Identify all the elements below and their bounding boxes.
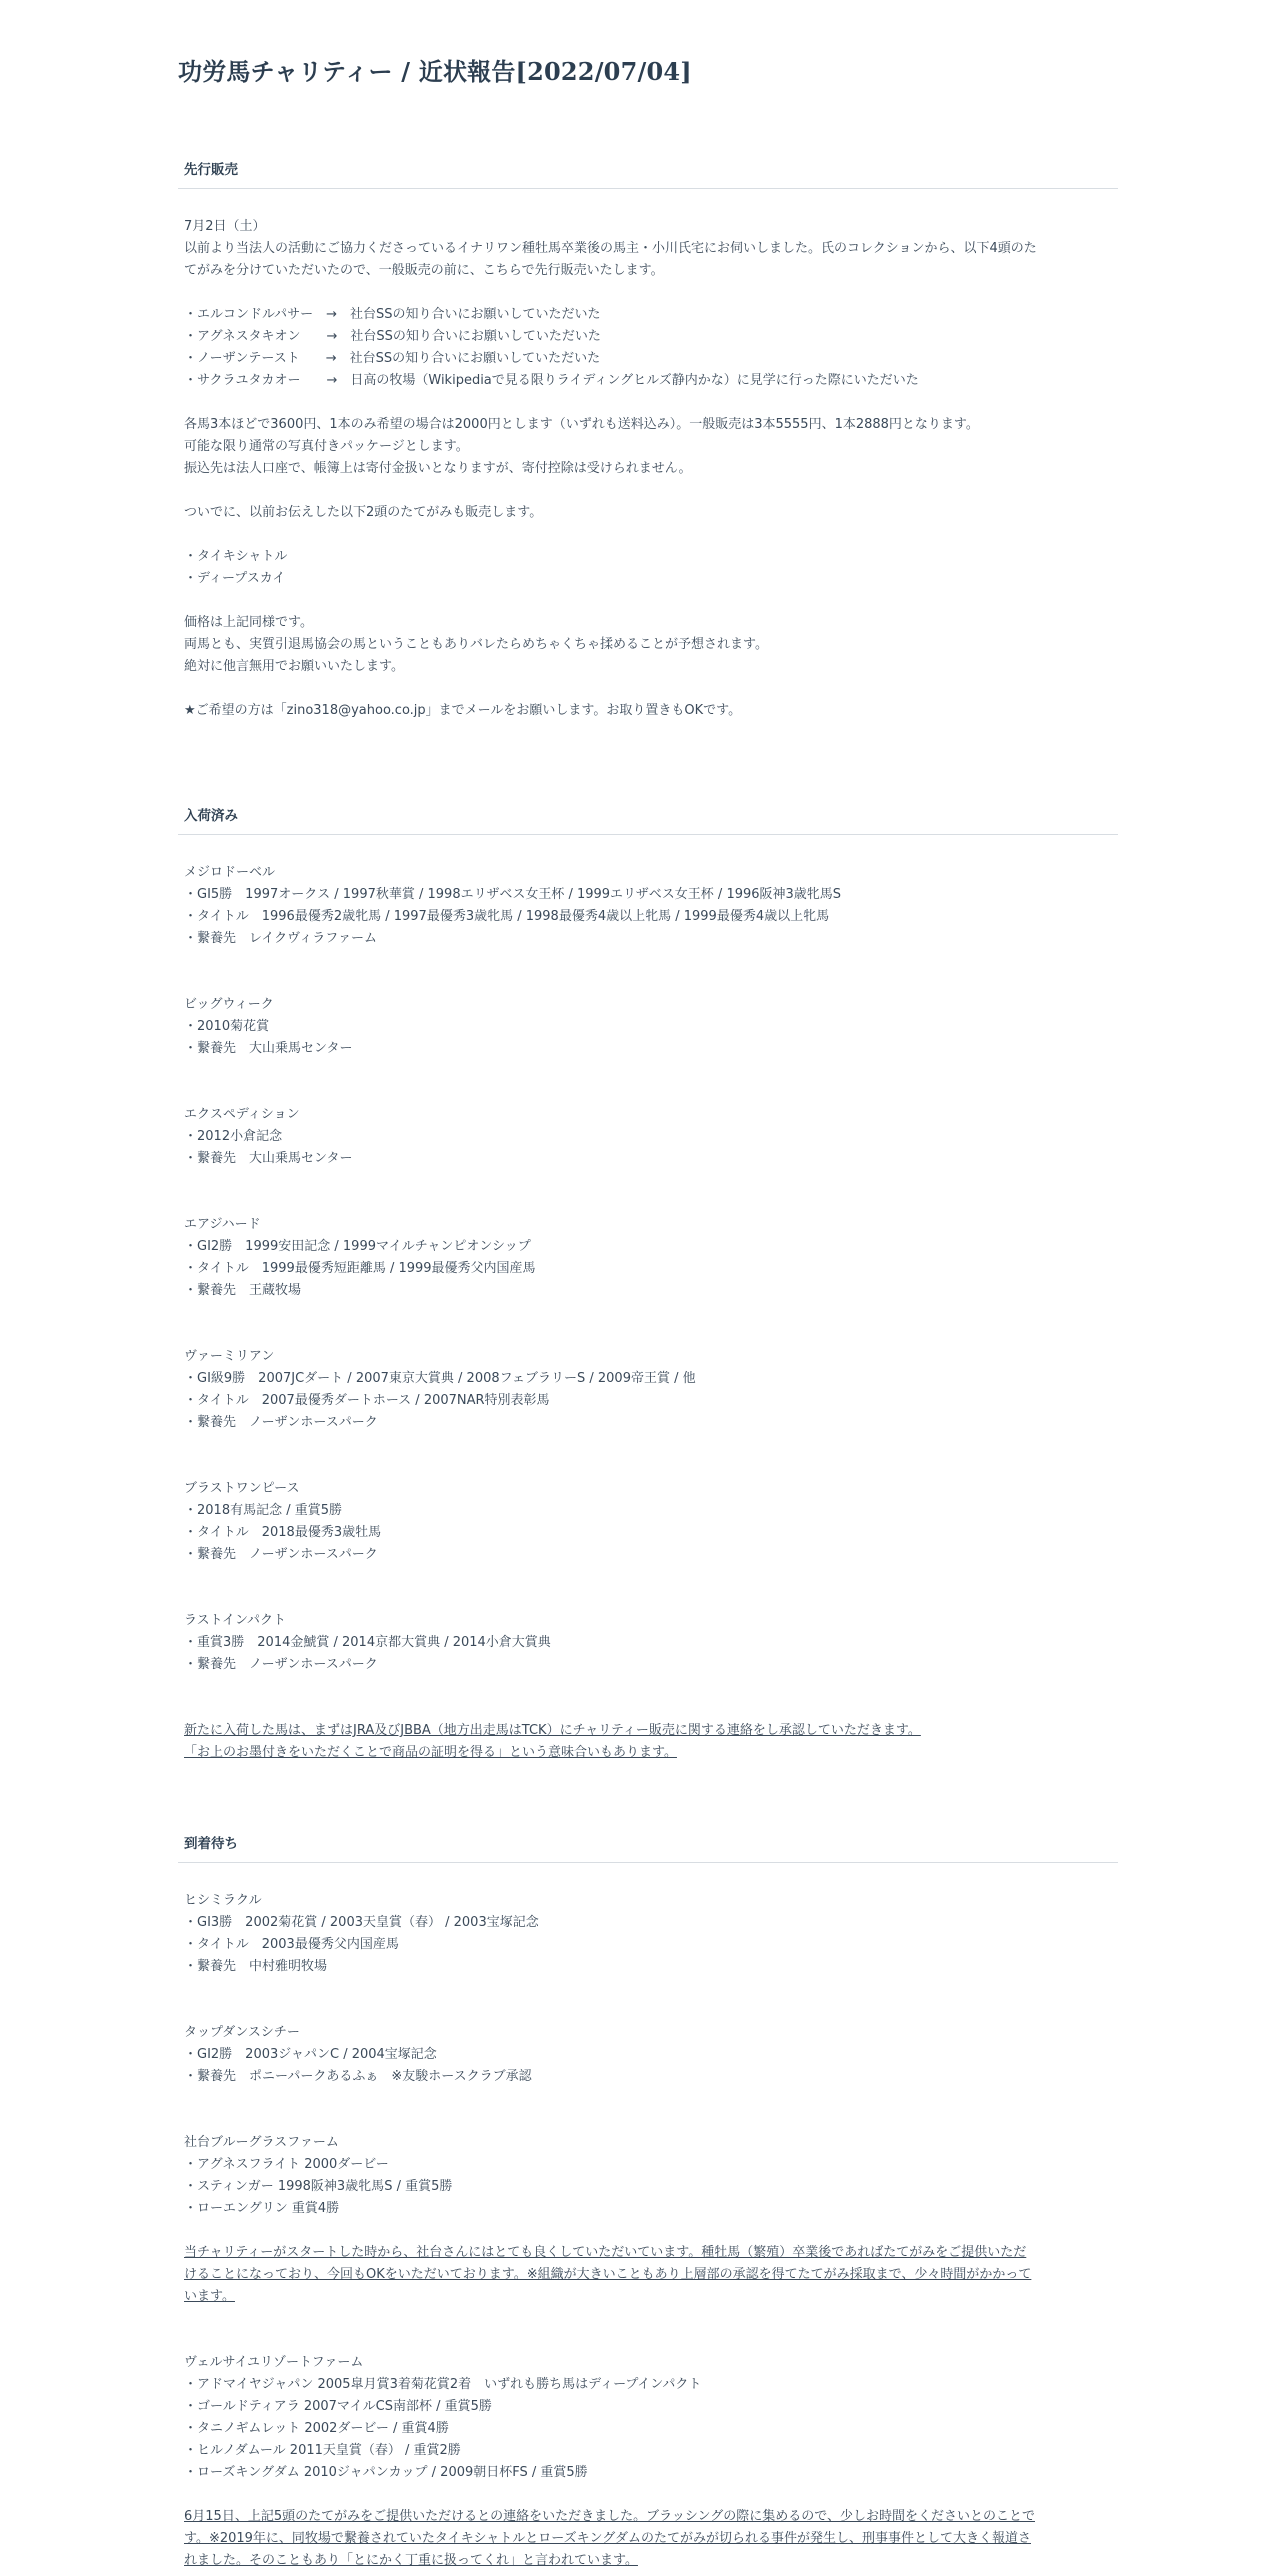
horse-entry <box>184 1104 1112 1170</box>
horse-detail: ・タイトル 1999最優秀短距離馬 / 1999最優秀父内国産馬 <box>184 1261 536 1276</box>
farm-entry <box>184 2352 1112 2484</box>
farm-horse-item: ・ローズキングダム 2010ジャパンカップ / 2009朝日杯FS / 重賞5勝 <box>184 2465 588 2480</box>
presale-date: 7月2日（土） <box>184 219 266 234</box>
horse-detail: ・繋養先 ノーザンホースパーク <box>184 1657 378 1672</box>
horse-detail: ・2010菊花賞 <box>184 1019 270 1034</box>
horse-detail: ・繋養先 大山乗馬センター <box>184 1041 353 1056</box>
horse-detail: ・GI5勝 1997オークス / 1997秋華賞 / 1998エリザベス女王杯 / 1999エリザベス女王杯 / 1996阪神3歳牝馬S <box>184 887 842 902</box>
presale-horse-item: ・サクラユタカオー → 日高の牧場（Wikipediaで見る限りライディングヒルズ静内かな）に見学に行った際にいただいた <box>184 373 919 388</box>
horse-detail: ・繋養先 レイクヴィラファーム <box>184 931 378 946</box>
presale-intro-line: てがみを分けていただいたので、一般販売の前に、こちらで先行販売いたします。 <box>184 263 664 278</box>
farm-horse-item: ・ヒルノダムール 2011天皇賞（春） / 重賞2勝 <box>184 2443 461 2458</box>
horse-entry <box>184 1214 1112 1302</box>
section-presale <box>178 158 1118 722</box>
horse-name: メジロドーベル <box>184 865 276 880</box>
horse-detail: ・タイトル 1996最優秀2歳牝馬 / 1997最優秀3歳牝馬 / 1998最優秀4歳以上牝馬 / 1999最優秀4歳以上牝馬 <box>184 909 830 924</box>
horse-name: ビッグウィーク <box>184 997 274 1012</box>
horse-name: タップダンスシチー <box>184 2025 300 2040</box>
presale-additional-intro: ついでに、以前お伝えした以下2頭のたてがみも販売します。 <box>184 505 543 520</box>
farm-entry <box>184 2132 1112 2220</box>
presale-body <box>178 189 1118 722</box>
farm-note <box>184 2506 1112 2572</box>
horse-detail: ・繋養先 ノーザンホースパーク <box>184 1415 378 1430</box>
horse-entry <box>184 994 1112 1060</box>
horse-name: ヒシミラクル <box>184 1893 262 1908</box>
horse-detail: ・タイトル 2018最優秀3歳牡馬 <box>184 1525 382 1540</box>
horse-entry <box>184 862 1112 950</box>
presale-horse-item: ・ノーザンテースト → 社台SSの知り合いにお願いしていただいた <box>184 351 601 366</box>
farm-horse-item: ・ローエングリン 重賞4勝 <box>184 2201 340 2216</box>
farm-name: ヴェルサイユリゾートファーム <box>184 2355 364 2370</box>
horse-name: ブラストワンピース <box>184 1481 300 1496</box>
farm-horse-item: ・ゴールドティアラ 2007マイルCS南部杯 / 重賞5勝 <box>184 2399 492 2414</box>
presale-intro-line: 以前より当法人の活動にご協力くださっているイナリワン種牡馬卒業後の馬主・小川氏宅にお伺いしました。氏のコレクションから、以下4頭のた <box>184 241 1037 256</box>
horse-detail: ・GI2勝 1999安田記念 / 1999マイルチャンピオンシップ <box>184 1239 531 1254</box>
section-heading-waiting: 到着待ち <box>178 1832 1118 1863</box>
horse-detail: ・2018有馬記念 / 重賞5勝 <box>184 1503 342 1518</box>
waiting-body <box>178 1863 1118 2572</box>
horse-detail: ・タイトル 2003最優秀父内国産馬 <box>184 1937 399 1952</box>
presale-note-line: 両馬とも、実質引退馬協会の馬ということもありバレたらめちゃくちゃ揉めることが予想されます。 <box>184 637 768 652</box>
presale-additional-item: ・タイキシャトル <box>184 549 288 564</box>
horse-entry <box>184 2022 1112 2088</box>
horse-entry <box>184 1610 1112 1676</box>
farm-horse-item: ・タニノギムレット 2002ダービー / 重賞4勝 <box>184 2421 449 2436</box>
horse-detail: ・タイトル 2007最優秀ダートホース / 2007NAR特別表彰馬 <box>184 1393 550 1408</box>
farm-horse-item: ・アドマイヤジャパン 2005皐月賞3着菊花賞2着 いずれも勝ち馬はディープインパクト <box>184 2377 702 2392</box>
horse-detail: ・繋養先 王蔵牧場 <box>184 1283 302 1298</box>
horse-name: エアジハード <box>184 1217 261 1232</box>
horse-detail: ・GI2勝 2003ジャパンC / 2004宝塚記念 <box>184 2047 437 2062</box>
farm-note <box>184 2242 1112 2308</box>
horse-entry <box>184 1890 1112 1978</box>
presale-horse-item: ・アグネスタキオン → 社台SSの知り合いにお願いしていただいた <box>184 329 601 344</box>
presale-additional-item: ・ディープスカイ <box>184 571 286 586</box>
farm-note-line: けることになっており、今回もOKをいただいております。※組織が大きいこともあり上層部の承認を得てたてがみ採取まで、少々時間がかかって <box>184 2267 1032 2282</box>
arrived-note-line: 「お上のお墨付きをいただくことで商品の証明を得る」という意味合いもあります。 <box>184 1745 677 1760</box>
arrived-body <box>178 835 1118 1764</box>
horse-detail: ・重賞3勝 2014金鯱賞 / 2014京都大賞典 / 2014小倉大賞典 <box>184 1635 551 1650</box>
farm-note-line: 6月15日、上記5頭のたてがみをご提供いただけるとの連絡をいただきました。ブラッシングの際に集めるので、少しお時間をくださいとのことで <box>184 2509 1035 2524</box>
arrived-note-line: 新たに入荷した馬は、まずはJRA及びJBBA（地方出走馬はTCK）にチャリティー販売に関する連絡をし承認していただきます。 <box>184 1723 921 1738</box>
section-heading-presale: 先行販売 <box>178 158 1118 189</box>
section-waiting <box>178 1832 1118 2572</box>
horse-entry <box>184 1478 1112 1566</box>
farm-note-line: います。 <box>184 2289 235 2304</box>
horse-detail: ・繋養先 ノーザンホースパーク <box>184 1547 378 1562</box>
presale-horse-item: ・エルコンドルパサー → 社台SSの知り合いにお願いしていただいた <box>184 307 601 322</box>
horse-entry <box>184 1346 1112 1434</box>
horse-detail: ・繋養先 中村雅明牧場 <box>184 1959 328 1974</box>
page-title: 功労馬チャリティー / 近状報告[2022/07/04] <box>178 57 692 86</box>
farm-note-line: す。※2019年に、同牧場で繋養されていたタイキシャトルとローズキングダムのたてがみが切られる事件が発生し、刑事事件として大きく報道さ <box>184 2531 1031 2546</box>
horse-name: ラストインパクト <box>184 1613 287 1628</box>
presale-note-line: 価格は上記同様です。 <box>184 615 313 630</box>
presale-contact: ★ご希望の方は「zino318@yahoo.co.jp」までメールをお願いします。お取り置きもOKです。 <box>184 703 742 718</box>
farm-note-line: 当チャリティーがスタートした時から、社台さんにはとても良くしていただいています。種牡馬（繁殖）卒業後であればたてがみをご提供いただ <box>184 2245 1027 2260</box>
farm-horse-item: ・スティンガー 1998阪神3歳牝馬S / 重賞5勝 <box>184 2179 453 2194</box>
farm-note-line: れました。そのこともあり「とにかく丁重に扱ってくれ」と言われています。 <box>184 2553 638 2568</box>
farm-name: 社台ブルーグラスファーム <box>184 2135 339 2150</box>
horse-detail: ・繋養先 ポニーパークあるふぁ ※友駿ホースクラブ承認 <box>184 2069 532 2084</box>
horse-detail: ・GI3勝 2002菊花賞 / 2003天皇賞（春） / 2003宝塚記念 <box>184 1915 539 1930</box>
horse-detail: ・2012小倉記念 <box>184 1129 283 1144</box>
farm-horse-item: ・アグネスフライト 2000ダービー <box>184 2157 389 2172</box>
horse-name: エクスペディション <box>184 1107 300 1122</box>
presale-price-line: 振込先は法人口座で、帳簿上は寄付金扱いとなりますが、寄付控除は受けられません。 <box>184 461 692 476</box>
horse-detail: ・GI級9勝 2007JCダート / 2007東京大賞典 / 2008フェブラリーS / 2009帝王賞 / 他 <box>184 1371 696 1386</box>
presale-price-line: 各馬3本ほどで3600円、1本のみ希望の場合は2000円とします（いずれも送料込み）。一般販売は3本5555円、1本2888円となります。 <box>184 417 979 432</box>
horse-detail: ・繋養先 大山乗馬センター <box>184 1151 353 1166</box>
presale-note-line: 絶対に他言無用でお願いいたします。 <box>184 659 404 674</box>
horse-name: ヴァーミリアン <box>184 1349 275 1364</box>
section-arrived <box>178 804 1118 1764</box>
section-heading-arrived: 入荷済み <box>178 804 1118 835</box>
arrived-note <box>184 1720 1112 1764</box>
presale-price-line: 可能な限り通常の写真付きパッケージとします。 <box>184 439 469 454</box>
